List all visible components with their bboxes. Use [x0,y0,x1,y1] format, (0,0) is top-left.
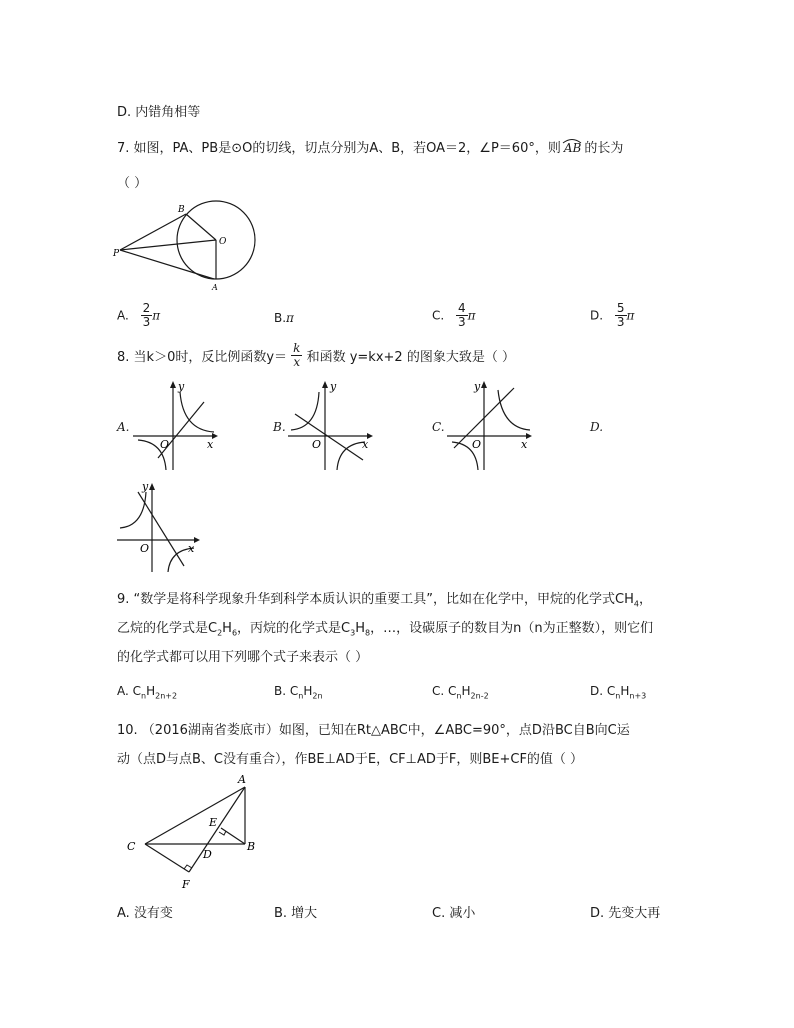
denominator: 3 [458,315,466,329]
line-graph [295,414,363,460]
pi-symbol: π [286,311,294,325]
segment-ca [145,787,245,844]
subscript: 8 [365,628,371,638]
text: ，…，设碳原子的数目为n（n为正整数），则它们 [370,621,654,636]
label-p: P [113,249,120,259]
q10-line-2: 动（点D与点B、C没有重合），作BE⊥AD于E，CF⊥AD于F，则BE+CF的值（ ） [117,752,584,767]
segment-af [189,787,245,872]
q8-stem [117,342,515,369]
q7-arc-label: AB [564,141,581,156]
pi-symbol: π [626,308,635,323]
label-b: B [178,205,185,215]
segment-cf [145,844,189,872]
q10-option-b: B. 增大 [274,906,318,921]
q10-figure [122,770,267,895]
denominator: 3 [142,315,151,329]
label-e: E [209,816,218,829]
text: C [606,684,616,698]
graph-c [442,378,537,474]
label-o: O [219,237,227,247]
q7-option-c [432,302,476,329]
text: H [303,684,313,698]
right-angle-e-icon [219,831,226,835]
text: H [620,684,630,698]
q9-option-d [590,684,646,700]
text: H [461,684,471,698]
q9-option-a [117,684,177,700]
option-letter: D. [590,684,604,698]
y-arrow-icon [170,381,176,388]
graph-a [128,378,223,474]
numerator: 2 [142,301,151,315]
q9-option-b [274,684,323,700]
text: C [448,684,457,698]
x-label: x [207,438,214,451]
graph-b [283,378,378,474]
option-letter: D. [590,308,604,323]
label-c: C [127,840,136,853]
q10-line-1: 10. （2016湖南省娄底市）如图，已知在Rt△ABC中，∠ABC=90°，点D沿BC自B向C运 [117,723,630,738]
subscript: 3 [350,628,356,638]
q9-line-3: 的化学式都可以用下列哪个式子来表示（ ） [117,650,369,665]
y-label: y [474,380,481,393]
graph-b-letter: B. [273,420,286,434]
x-label: x [362,438,369,451]
x-label: x [188,542,195,555]
q7-blank: （ ） [117,176,148,191]
hyperbola-branch-1 [498,390,530,430]
q9-line-1-text: 9. “数学是将科学现象升华到科学本质认识的重要工具”，比如在化学中，甲烷的化学式CH [117,592,634,607]
subscript: 2n-2 [470,691,489,701]
label-a: A [212,283,218,292]
denominator: x [293,355,301,369]
graph-d [112,478,207,574]
q10-option-d: D. 先变大再 [590,906,661,921]
subscript: n+3 [629,691,647,701]
x-label: x [521,438,528,451]
q7-stem-end: 的长为 [584,141,624,156]
pi-symbol: π [467,308,476,323]
hyperbola-branch-1 [180,392,214,432]
option-letter: A. [117,684,129,698]
label-b: B [247,840,256,853]
q8-fraction [291,342,302,369]
label-f: F [182,878,190,891]
arc-symbol-icon [562,138,582,144]
numerator: k [293,341,301,355]
text: C [132,684,142,698]
q8-stem-b: 和函数 y=kx+2 的图象大致是（ ） [306,350,515,365]
radius-ob [186,214,216,240]
subscript: 2 [217,628,223,638]
y-label: y [330,380,337,393]
text: ，丙烷的化学式是C [237,621,351,636]
punctuation: ， [638,592,652,607]
segment-be [221,828,245,844]
pi-symbol: π [152,308,161,323]
text: H [146,684,156,698]
y-arrow-icon [322,381,328,388]
q7-figure [112,200,262,292]
subscript: 2n+2 [155,691,178,701]
q7-option-d [590,302,634,329]
numerator: 5 [616,301,625,315]
origin-label: O [472,438,482,451]
q10-option-a: A. 没有变 [117,906,173,921]
q8-stem-a: 8. 当k＞0时，反比例函数y＝ [117,350,288,365]
hyperbola-branch-2 [337,442,365,470]
option-letter: A. [117,308,129,323]
fraction [456,302,468,329]
option-letter: C. [432,684,445,698]
subscript: 6 [231,628,238,638]
y-label: y [178,380,185,393]
numerator: 4 [458,301,466,315]
subscript: n [298,691,304,701]
q7-option-a [117,302,160,329]
q9-line-1 [117,588,652,609]
q6-option-d: D. 内错角相等 [117,105,201,120]
origin-label: O [312,438,322,451]
subscript: n [456,691,462,701]
hyperbola-branch-1 [291,392,319,430]
graph-d-letter: D. [590,420,604,434]
graph-c-letter: C. [432,420,445,434]
q7-stem [117,137,623,156]
q7-option-b [274,311,294,325]
text: 乙烷的化学式是C [117,621,218,636]
option-letter: C. [432,308,445,323]
y-label: y [142,480,149,493]
text: H [222,621,232,636]
text: C [289,684,299,698]
graph-a-letter: A. [117,420,130,434]
y-arrow-icon [481,381,487,388]
subscript: n [141,691,147,701]
label-d: D [203,848,212,861]
text: H [355,621,365,636]
origin-label: O [160,438,170,451]
x-arrow-icon [194,537,200,543]
fraction [615,302,627,329]
tangent-pa [120,250,214,279]
denominator: 3 [616,315,625,329]
q9-option-c [432,684,489,700]
option-letter: B. [274,311,287,325]
hyperbola-branch-1 [120,492,146,528]
y-arrow-icon [149,483,155,490]
subscript: 4 [633,599,639,609]
subscript: 2n [312,691,323,701]
option-letter: B. [274,684,287,698]
q7-stem-text: 7. 如图，PA、PB是⊙O的切线，切点分别为A、B，若OA＝2，∠P＝60°，则 [117,141,561,156]
label-a: A [238,773,246,786]
fraction [141,302,153,329]
q10-option-c: C. 减小 [432,906,476,921]
subscript: n [615,691,621,701]
origin-label: O [140,542,150,555]
q9-line-2 [117,617,653,638]
